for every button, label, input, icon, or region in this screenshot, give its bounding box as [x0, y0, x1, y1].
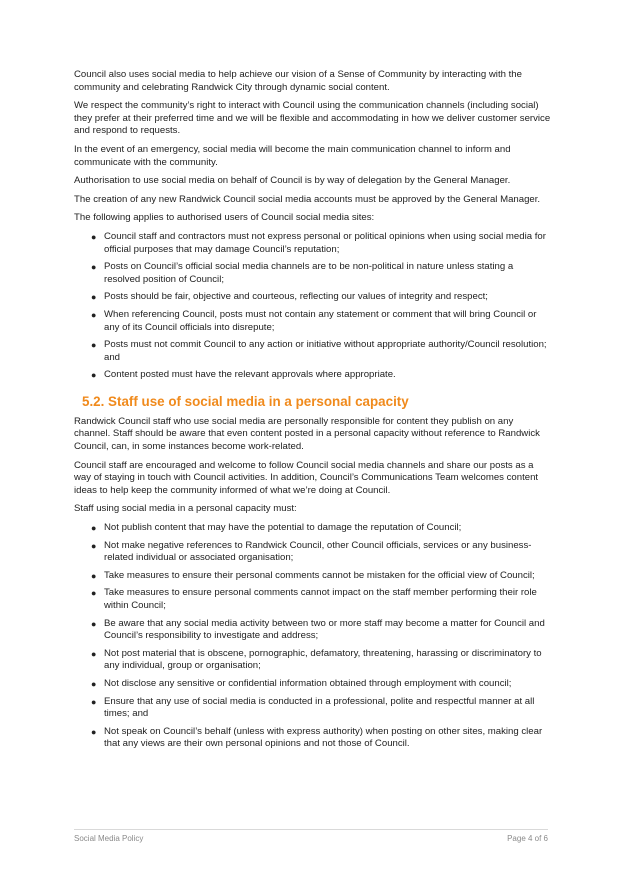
intro-paragraph: In the event of an emergency, social media will become the main communication channel to inform and communicate with the community.: [74, 143, 511, 168]
bullet-icon: ●: [91, 309, 97, 320]
list-item: [74, 726, 552, 751]
list-item: [74, 231, 552, 256]
footer-page-number: Page 4 of 6: [507, 834, 548, 843]
footer-document-title: Social Media Policy: [74, 834, 144, 843]
list-item-text: Not make negative references to Randwick Council, other Council officials, services or any business-related individual or associated organisation;: [104, 539, 532, 564]
bullet-icon: ●: [91, 648, 97, 659]
list-item: [74, 587, 552, 612]
list-item: [74, 291, 552, 304]
bullet-icon: ●: [91, 292, 97, 303]
list-item: [74, 522, 552, 535]
list-item: [74, 678, 552, 691]
page-content: [74, 69, 552, 757]
list-item-text: Be aware that any social media activity between two or more staff may become a matter for Council and Council’s responsibility to investigate and address;: [104, 617, 545, 642]
section-paragraph: Council staff are encouraged and welcome to follow Council social media channels and share our posts as a way of staying in touch with Council activities. In addition, Council’s Communications Team welcomes content ideas to help keep the community informed of what we’re doing at Council.: [74, 459, 539, 496]
bullet-icon: ●: [91, 231, 97, 242]
list-item: [74, 369, 552, 382]
bullet-icon: ●: [91, 540, 97, 551]
list-item-text: Posts should be fair, objective and courteous, reflecting our values of integrity and respect;: [104, 291, 488, 303]
section-heading: 5.2. Staff use of social media in a personal capacity: [82, 393, 409, 409]
bullet-icon: ●: [91, 340, 97, 351]
list-item-text: Take measures to ensure personal comments cannot impact on the staff member performing their role within Council;: [104, 587, 537, 611]
intro-paragraph: The creation of any new Randwick Council social media accounts must be approved by the General Manager.: [74, 193, 541, 205]
bullet-icon: ●: [91, 370, 97, 381]
section-paragraph: Randwick Council staff who use social media are personally responsible for content they publish on any channel. Staff should be aware that even content posted in a personal capacity without reference to Randwick Council, can, in some instances become work-related.: [74, 415, 540, 453]
list-item-text: Not post material that is obscene, pornographic, defamatory, threatening, harassing or discriminatory to any individual, group or organisation;: [104, 647, 542, 672]
list-item: [74, 339, 552, 364]
intro-paragraph: Council also uses social media to help achieve our vision of a Sense of Community by interacting with the community and celebrating Randwick City through dynamic social content.: [74, 69, 522, 93]
list-item-text: Posts must not commit Council to any action or initiative without appropriate authority/Council resolution; and: [104, 339, 547, 363]
bullet-icon: ●: [91, 726, 97, 737]
authorised-users-list: [74, 231, 552, 382]
list-item-text: Council staff and contractors must not express personal or political opinions when using social media for official purposes that may damage Council’s reputation;: [104, 230, 546, 255]
bullet-icon: ●: [91, 696, 97, 707]
list-item-text: Not publish content that may have the potential to damage the reputation of Council;: [104, 522, 462, 534]
section-paragraph: Staff using social media in a personal capacity must:: [74, 503, 297, 515]
list-item: [74, 309, 552, 334]
bullet-icon: ●: [91, 523, 97, 534]
list-item: [74, 696, 552, 721]
bullet-icon: ●: [91, 570, 97, 581]
bullet-icon: ●: [91, 588, 97, 599]
list-item-text: Posts on Council’s official social media channels are to be non-political in nature unless stating a resolved position of Council;: [104, 261, 514, 285]
list-item-text: Ensure that any use of social media is conducted in a professional, polite and respectful manner at all times; and: [104, 695, 535, 720]
personal-capacity-list: [74, 522, 552, 751]
intro-paragraph: We respect the community’s right to interact with Council using the communication channels (including social) they prefer at their preferred time and we will be flexible and accommodating in how we deliver customer service and respond to requests.: [74, 100, 551, 137]
list-item: [74, 261, 552, 286]
intro-paragraph: Authorisation to use social media on behalf of Council is by way of delegation by the General Manager.: [74, 175, 511, 187]
bullet-icon: ●: [91, 618, 97, 629]
list-item-text: Not disclose any sensitive or confidential information obtained through employment with council;: [104, 677, 512, 689]
list-item-text: Content posted must have the relevant approvals where appropriate.: [104, 369, 396, 381]
list-item: [74, 618, 552, 643]
footer-divider: [74, 829, 548, 830]
list-item-text: Not speak on Council’s behalf (unless with express authority) when posting on other sites, making clear that any views are their own personal opinions and not those of Council.: [104, 725, 543, 750]
list-item: [74, 570, 552, 583]
intro-paragraph: The following applies to authorised users of Council social media sites:: [74, 212, 375, 224]
list-item: [74, 540, 552, 565]
list-item-text: When referencing Council, posts must not contain any statement or comment that will bring Council or any of its Council officials into disrepute;: [104, 308, 537, 333]
list-item: [74, 648, 552, 673]
list-item-text: Take measures to ensure their personal comments cannot be mistaken for the official view of Council;: [104, 569, 535, 581]
bullet-icon: ●: [91, 678, 97, 689]
bullet-icon: ●: [91, 262, 97, 273]
